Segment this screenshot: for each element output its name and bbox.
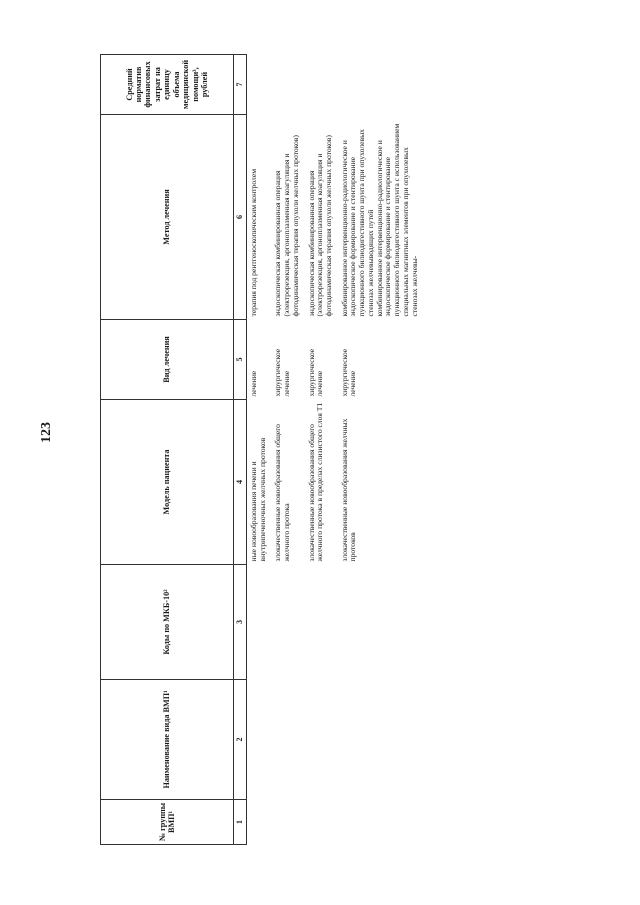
page-number: 123 xyxy=(39,422,54,443)
treatment-method-cell: комбинированное интервенционно-радиологическое и эндоскопическое формирование и стентирование пункционного билиодигестивного шунта при опухолевых стенозах желчевыводящих путей комбинированное интервенционно-радиологическое и эндоскопическое формирование и стентирование пункционного билиодигестивного шунта с использованием специальных магнитных элементов при опухолевых стенозах желчевы- xyxy=(339,123,419,317)
rotated-page-content xyxy=(100,55,480,845)
header-vmp-name: Наименование вида ВМП¹ xyxy=(101,680,234,800)
table-row xyxy=(247,55,272,845)
treatment-method-cell: эндоскопическая комбинированная операция (электрорезекция, аргоноплазменная коагуляция и фотодинамическая терапия опухоли желчных протоков) xyxy=(306,135,334,317)
column-number: 6 xyxy=(234,115,247,320)
column-number: 1 xyxy=(234,800,247,845)
column-number: 2 xyxy=(234,680,247,800)
treatment-type-cell: хирургическое лечение xyxy=(306,348,325,397)
patient-model-cell: злокачественные новообразования общего желчного протока xyxy=(273,424,292,562)
header-treatment-method: Метод лечения xyxy=(101,115,234,320)
column-number: 5 xyxy=(234,320,247,400)
header-patient-model: Модель пациента xyxy=(101,400,234,565)
patient-model-cell: ные новообразования печени и внутрипеченочных желчных протоков xyxy=(249,437,267,562)
table-header-row xyxy=(101,55,234,845)
header-group-number: № группы ВМП¹ xyxy=(101,800,234,845)
table-row xyxy=(338,55,423,845)
column-number: 3 xyxy=(234,565,247,680)
treatment-method-cell: эндоскопическая комбинированная операция (электрорезекция, аргоноплазменная коагуляция и фотодинамическая терапия опухоли желчных протоков) xyxy=(273,135,300,317)
header-cost-standard: Средний норматив финансовых затрат на единицу объема медицинской помощи³, рублей xyxy=(101,55,234,115)
patient-model-cell: злокачественные новообразования общего желчного протока в пределах слизистого слоя T1 xyxy=(306,402,325,562)
column-number: 4 xyxy=(234,400,247,565)
treatment-type-cell: хирургическое лечение xyxy=(273,348,292,397)
treatment-type-cell: лечение xyxy=(249,370,258,397)
column-number-row xyxy=(234,55,247,845)
column-number: 7 xyxy=(234,55,247,115)
table-row xyxy=(305,55,338,845)
treatment-method-cell: терапия под рентгеноскопическим контролем xyxy=(249,168,258,317)
patient-model-cell: злокачественные новообразования желчных протоков xyxy=(339,418,358,562)
table-row xyxy=(271,55,304,845)
header-treatment-type: Вид лечения xyxy=(101,320,234,400)
header-icd-codes: Коды по МКБ-10² xyxy=(101,565,234,680)
vmp-table xyxy=(100,54,423,845)
treatment-type-cell: хирургическое лечение xyxy=(339,348,358,397)
